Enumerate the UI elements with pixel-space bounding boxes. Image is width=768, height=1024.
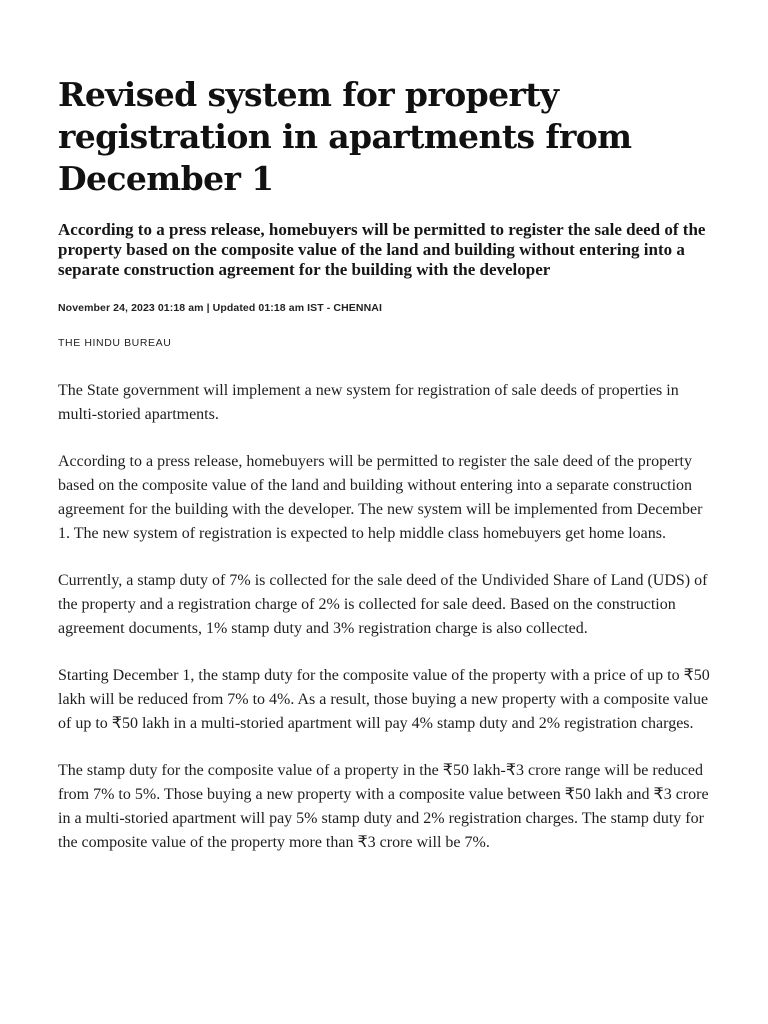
body-paragraph-5: The stamp duty for the composite value of a property in the ₹50 lakh-₹3 crore range will be reduced from 7% to 5%. Those buying a new property with a composite value between ₹50 lakh and ₹3 crore in a multi-storied apartment will pay 5% stamp duty and 2% registration charges. The stamp duty for the composite value of the property more than ₹3 crore will be 7%. bbox=[58, 762, 709, 851]
body-paragraph-3: Currently, a stamp duty of 7% is collected for the sale deed of the Undivided Share of Land (UDS) of the property and a registration charge of 2% is collected for sale deed. Based on the construction agreement documents, 1% stamp duty and 3% registration charge is also collected. bbox=[58, 572, 708, 637]
body-paragraph-4: Starting December 1, the stamp duty for the composite value of the property with a price of up to ₹50 lakh will be reduced from 7% to 4%. As a result, those buying a new property with a composite value of up to ₹50 lakh in a multi-storied apartment will pay 4% stamp duty and 2% registration charges. bbox=[58, 667, 710, 732]
article-byline: THE HINDU BUREAU bbox=[58, 337, 172, 349]
body-paragraph-1: The State government will implement a new system for registration of sale deeds of properties in multi-storied apartments. bbox=[58, 382, 679, 423]
article-headline: Revised system for property registration in apartments from December 1 bbox=[58, 75, 632, 198]
article-body bbox=[58, 379, 714, 855]
body-paragraph-2: According to a press release, homebuyers will be permitted to register the sale deed of the property based on the composite value of the land and building without entering into a separate construction agreement for the building with the developer. The new system will be implemented from December 1. The new system of registration is expected to help middle class homebuyers get home loans. bbox=[58, 453, 703, 542]
article bbox=[58, 74, 714, 878]
article-summary: According to a press release, homebuyers will be permitted to register the sale deed of the property based on the composite value of the land and building without entering into a separate construction agreement for the building with the developer bbox=[58, 220, 706, 279]
article-dateline: November 24, 2023 01:18 am | Updated 01:18 am IST - CHENNAI bbox=[58, 302, 382, 314]
